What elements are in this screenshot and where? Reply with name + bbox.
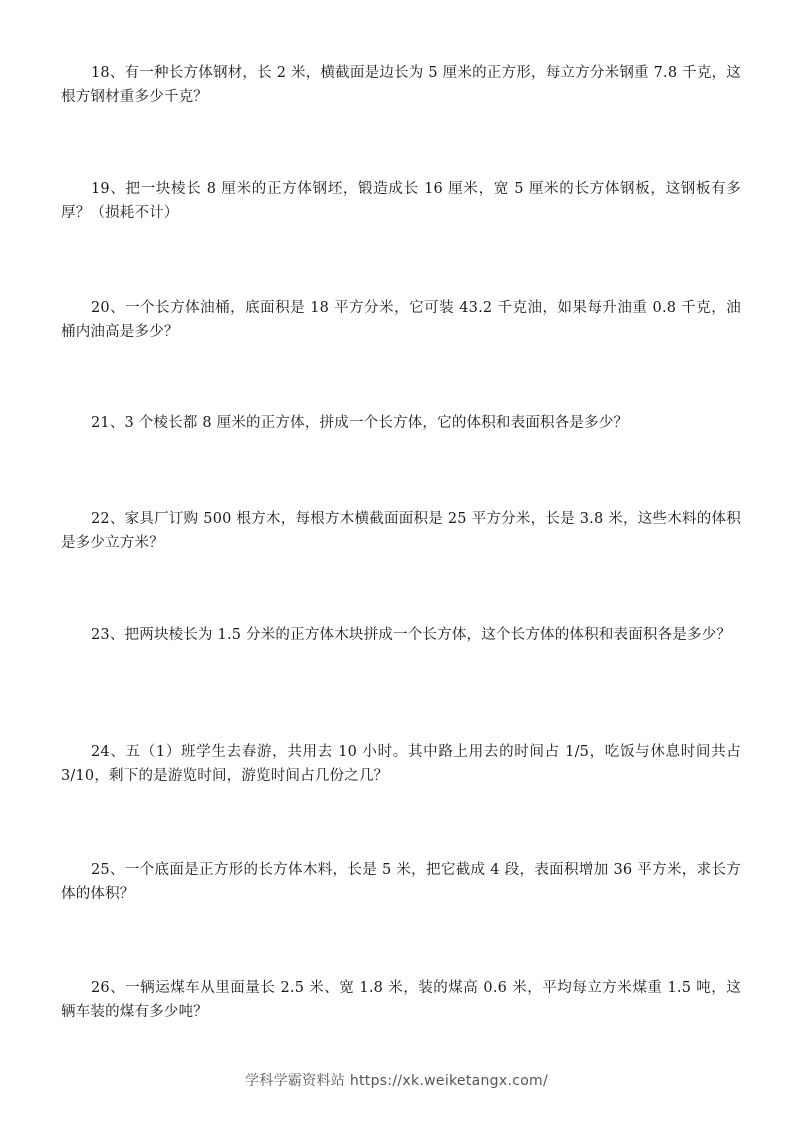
footer-watermark: 学科学霸资料站 https://xk.weiketangx.com/ <box>244 1073 549 1089</box>
problem-26: 26、一辆运煤车从里面量长 2.5 米、宽 1.8 米，装的煤高 0.6 米，平均每立方米煤重 1.5 吨，这辆车装的煤有多少吨？ <box>61 980 741 1020</box>
problem-18: 18、有一种长方体钢材，长 2 米，横截面是边长为 5 厘米的正方形，每立方分米钢重 7.8 千克，这根方钢材重多少千克？ <box>61 65 741 105</box>
problem-25: 25、一个底面是正方形的长方体木料，长是 5 米，把它截成 4 段，表面积增加 36 平方米，求长方体的体积？ <box>61 862 741 902</box>
problem-20: 20、一个长方体油桶，底面积是 18 平方分米，它可装 43.2 千克油，如果每升油重 0.8 千克，油桶内油高是多少？ <box>61 300 741 340</box>
problem-19: 19、把一块棱长 8 厘米的正方体钢坯，锻造成长 16 厘米，宽 5 厘米的长方体钢板，这钢板有多厚？（损耗不计） <box>61 181 741 221</box>
problem-22: 22、家具厂订购 500 根方木，每根方木横截面面积是 25 平方分米，长是 3.8 米，这些木料的体积是多少立方米？ <box>61 511 741 551</box>
problem-21: 21、3 个棱长都 8 厘米的正方体，拼成一个长方体，它的体积和表面积各是多少？ <box>91 415 629 431</box>
problem-23: 23、把两块棱长为 1.5 分米的正方体木块拼成一个长方体，这个长方体的体积和表面积各是多少？ <box>91 627 732 643</box>
problem-24: 24、五（1）班学生去春游，共用去 10 小时。其中路上用去的时间占 1/5，吃饭与休息时间共占 3/10，剩下的是游览时间，游览时间占几份之几？ <box>61 744 741 784</box>
